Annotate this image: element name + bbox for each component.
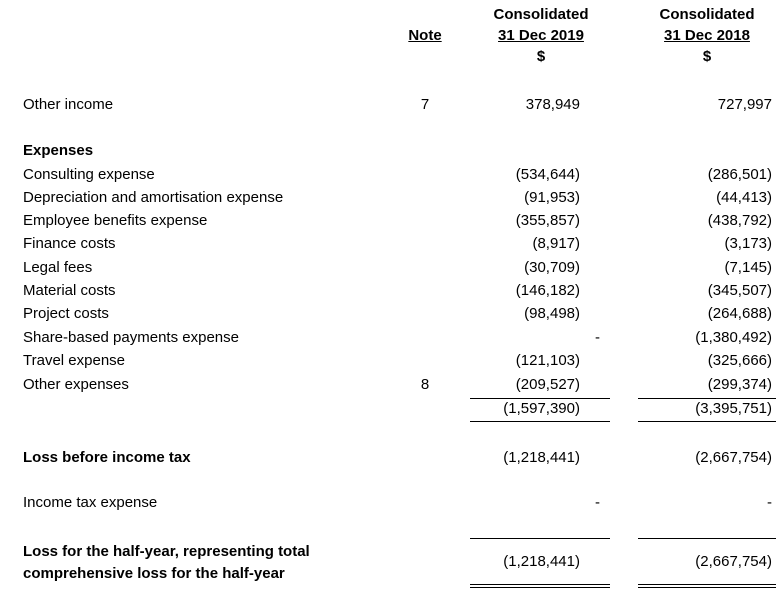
loss-half-year-label-line1: Loss for the half-year, representing total — [23, 543, 310, 560]
loss-before-tax-2019: (1,218,441) — [503, 449, 580, 466]
expense-row-2019: (98,498) — [524, 305, 580, 322]
col-2018-unit: $ — [702, 48, 712, 65]
expense-row-2018: (1,380,492) — [695, 329, 772, 346]
expense-row-label: Share-based payments expense — [23, 329, 239, 346]
expenses-total-2019: (1,597,390) — [503, 400, 580, 417]
expense-row-2018: (7,145) — [724, 259, 772, 276]
expense-row-2019: (534,644) — [515, 166, 580, 183]
expense-row-label: Depreciation and amortisation expense — [23, 189, 284, 206]
expense-row-2018: (44,413) — [716, 189, 772, 206]
income-tax-2018: - — [767, 494, 772, 511]
loss-before-tax-label: Loss before income tax — [23, 449, 191, 466]
loss-before-tax-2018: (2,667,754) — [695, 449, 772, 466]
expense-row-2019: (8,917) — [532, 235, 580, 252]
other-income-note: 7 — [420, 96, 430, 113]
expense-row-2019: (209,527) — [515, 376, 580, 393]
expense-row-label: Employee benefits expense — [23, 212, 208, 229]
expense-row-2018: (299,374) — [707, 376, 772, 393]
expense-row-2018: (325,666) — [707, 352, 772, 369]
expense-row-label: Travel expense — [23, 352, 125, 369]
expense-row-label: Project costs — [23, 305, 109, 322]
col-2019-unit: $ — [536, 48, 546, 65]
expense-row-2018: (345,507) — [707, 282, 772, 299]
total-rule-2018 — [638, 421, 776, 422]
double-rule-2018-b — [638, 587, 776, 588]
expense-row-label: Legal fees — [23, 259, 93, 276]
expense-row-2018: (264,688) — [707, 305, 772, 322]
other-income-label: Other income — [23, 96, 114, 113]
loss-half-year-2019: (1,218,441) — [503, 553, 580, 570]
expenses-heading: Expenses — [23, 142, 94, 159]
col-2019-title: Consolidated — [493, 6, 589, 23]
double-rule-2018-a — [638, 584, 776, 585]
loss-half-year-2018: (2,667,754) — [695, 553, 772, 570]
double-rule-2019-a — [470, 584, 610, 585]
other-income-2018: 727,997 — [717, 96, 772, 113]
subtotal-rule-2019 — [470, 398, 610, 399]
expense-row-2018: (286,501) — [707, 166, 772, 183]
col-2019-date: 31 Dec 2019 — [498, 27, 584, 44]
col-2018-date: 31 Dec 2018 — [664, 27, 750, 44]
expense-row-2018: (3,173) — [724, 235, 772, 252]
double-rule-2019-b — [470, 587, 610, 588]
final-top-rule-2019 — [470, 538, 610, 539]
other-income-2019: 378,949 — [525, 96, 580, 113]
expense-row-2019: (355,857) — [515, 212, 580, 229]
expense-row-label: Other expenses — [23, 376, 129, 393]
loss-half-year-label-line2: comprehensive loss for the half-year — [23, 565, 285, 582]
expense-row-label: Finance costs — [23, 235, 116, 252]
note-column-header: Note — [408, 27, 442, 44]
income-tax-label: Income tax expense — [23, 494, 158, 511]
expense-row-2019: (146,182) — [515, 282, 580, 299]
total-rule-2019 — [470, 421, 610, 422]
expense-row-2018: (438,792) — [707, 212, 772, 229]
final-top-rule-2018 — [638, 538, 776, 539]
expense-row-note: 8 — [420, 376, 430, 393]
expense-row-2019: - — [595, 329, 600, 346]
expenses-total-2018: (3,395,751) — [695, 400, 772, 417]
expense-row-2019: (121,103) — [515, 352, 580, 369]
expense-row-2019: (91,953) — [524, 189, 580, 206]
expense-row-2019: (30,709) — [524, 259, 580, 276]
expense-row-label: Consulting expense — [23, 166, 155, 183]
income-tax-2019: - — [595, 494, 600, 511]
subtotal-rule-2018 — [638, 398, 776, 399]
expense-row-label: Material costs — [23, 282, 116, 299]
col-2018-title: Consolidated — [659, 6, 755, 23]
